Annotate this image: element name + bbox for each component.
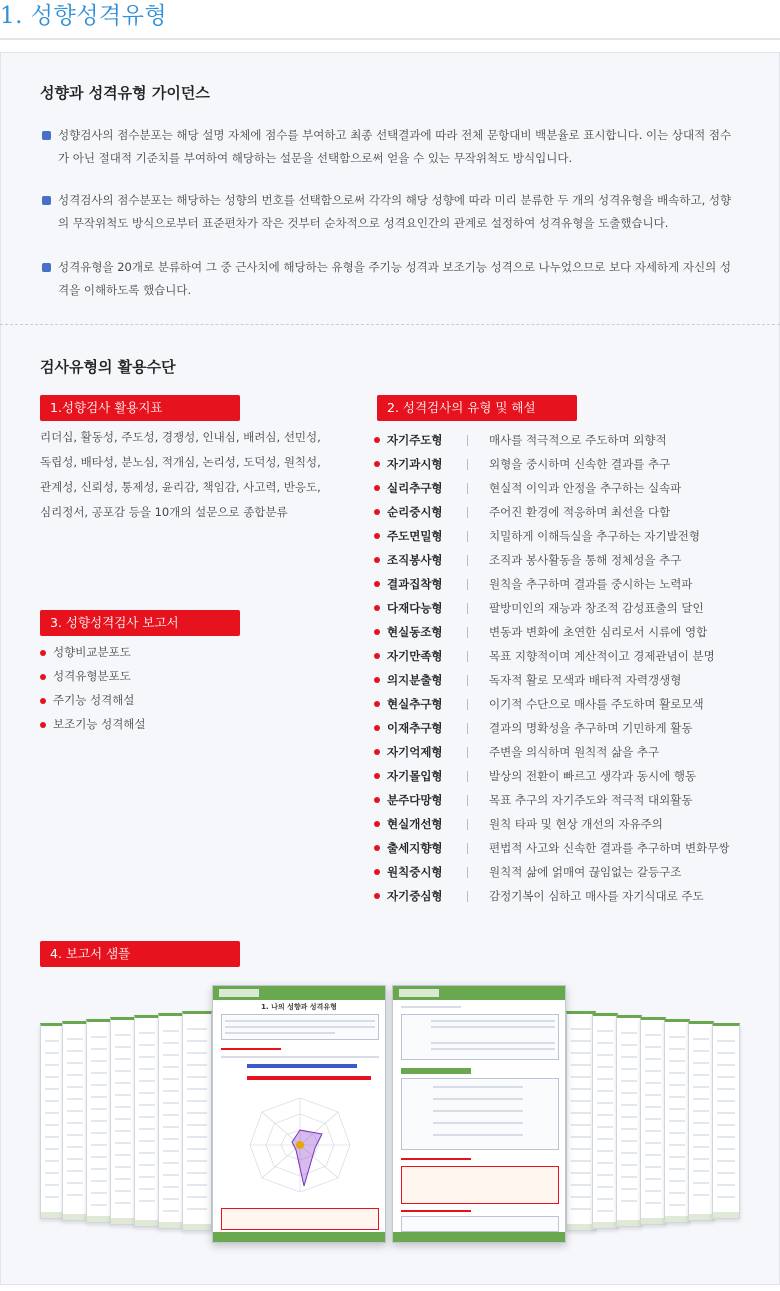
type-description: 독자적 활로 모색과 배타적 자력갱생형 — [489, 673, 682, 687]
type-item — [374, 452, 774, 476]
type-name: 다재다능형 — [387, 601, 443, 615]
type-item — [374, 572, 774, 596]
type-item — [374, 644, 774, 668]
type-description: 주어진 환경에 적응하며 최선을 다함 — [489, 505, 671, 519]
type-description: 팔방미인의 재능과 창조적 감성표출의 달인 — [489, 601, 704, 615]
type-item — [374, 500, 774, 524]
usage-title: 검사유형의 활용수단 — [40, 358, 176, 376]
bullet-dot-icon — [374, 605, 380, 611]
bullet-dot-icon — [374, 557, 380, 563]
guide-item — [42, 124, 742, 170]
sample-heading: 4. 보고서 샘플 — [40, 941, 240, 967]
type-name: 의지분출형 — [387, 673, 443, 687]
type-description: 이기적 수단으로 매사를 주도하며 활로모색 — [489, 697, 704, 711]
separator — [467, 891, 468, 902]
type-description: 원칙 타파 및 현상 개선의 자유주의 — [489, 817, 663, 831]
type-item — [374, 428, 774, 452]
sample-page-thumbnail — [134, 1015, 160, 1227]
separator — [467, 723, 468, 734]
type-item — [374, 668, 774, 692]
type-description: 목표 추구의 자기주도와 적극적 대외활동 — [489, 793, 693, 807]
report-item-label: 성격유형분포도 — [53, 669, 131, 683]
report-sample-gallery — [40, 985, 740, 1245]
doc-footer-bar — [393, 1232, 565, 1242]
bullet-dot-icon — [374, 677, 380, 683]
bullet-dot-icon — [374, 869, 380, 875]
doc-result-box — [221, 1208, 379, 1230]
type-name: 자기중심형 — [387, 889, 443, 903]
doc-footer-bar — [213, 1232, 385, 1242]
type-name: 현실개선형 — [387, 817, 443, 831]
type-item — [374, 692, 774, 716]
report-item — [40, 664, 146, 688]
sample-page-thumbnail — [616, 1015, 642, 1227]
bullet-dot-icon — [40, 650, 46, 656]
type-description: 현실적 이익과 안정을 추구하는 실속파 — [489, 481, 682, 495]
type-description: 원칙적 삶에 얽매여 끊임없는 갈등구조 — [489, 865, 682, 879]
separator — [467, 603, 468, 614]
separator — [467, 675, 468, 686]
type-name: 자기억제형 — [387, 745, 443, 759]
type-item — [374, 716, 774, 740]
square-bullet-icon — [42, 131, 51, 140]
bullet-dot-icon — [374, 725, 380, 731]
section-divider — [0, 324, 780, 325]
doc-radar-chart — [240, 1090, 360, 1200]
types-list — [374, 428, 774, 908]
type-item — [374, 740, 774, 764]
report-item — [40, 640, 146, 664]
doc-bar-outer — [247, 1076, 371, 1080]
type-item — [374, 620, 774, 644]
type-description: 치밀하게 이해득실을 추구하는 자기발전형 — [489, 529, 700, 543]
bullet-dot-icon — [374, 437, 380, 443]
sample-page-thumbnail — [40, 1023, 64, 1219]
sample-page-thumbnail — [86, 1019, 112, 1223]
bullet-dot-icon — [374, 773, 380, 779]
report-item — [40, 688, 146, 712]
type-name: 현실추구형 — [387, 697, 443, 711]
separator — [467, 867, 468, 878]
type-item — [374, 836, 774, 860]
separator — [467, 843, 468, 854]
bullet-dot-icon — [40, 674, 46, 680]
sample-page-thumbnail — [158, 1013, 184, 1229]
type-item — [374, 476, 774, 500]
type-description: 주변을 의식하며 원칙적 삶을 추구 — [489, 745, 660, 759]
doc-header-bar — [393, 986, 565, 1000]
square-bullet-icon — [42, 196, 51, 205]
sample-page-thumbnail — [640, 1017, 666, 1225]
separator — [467, 483, 468, 494]
bullet-dot-icon — [40, 698, 46, 704]
report-list — [40, 640, 146, 736]
type-description: 원칙을 추구하며 결과를 중시하는 노력파 — [489, 577, 693, 591]
type-item — [374, 884, 774, 908]
square-bullet-icon — [42, 263, 51, 272]
bullet-dot-icon — [374, 821, 380, 827]
indicator-heading: 1.성향검사 활용지표 — [40, 395, 240, 421]
type-name: 현실동조형 — [387, 625, 443, 639]
indicator-text: 리더십, 활동성, 주도성, 경쟁성, 인내심, 배려심, 선민성, 독립성, 배타성, 분노심, 적개심, 논리성, 도덕성, 원칙성, 관계성, 신뢰성, 통제성, 윤리감, 책임감, 사고력, 반응도, 심리정서, 공포감 등을 10개의 설문으로 종합분류 — [40, 430, 321, 519]
type-description: 목표 지향적이며 계산적이고 경제관념이 분명 — [489, 649, 715, 663]
guide-title: 성향과 성격유형 가이던스 — [40, 84, 210, 102]
separator — [467, 795, 468, 806]
guide-item — [42, 256, 742, 302]
type-name: 주도면밀형 — [387, 529, 443, 543]
separator — [467, 555, 468, 566]
type-description: 매사를 적극적으로 주도하며 외향적 — [489, 433, 667, 447]
type-name: 이재추구형 — [387, 721, 443, 735]
type-name: 자기만족형 — [387, 649, 443, 663]
type-description: 감정기복이 심하고 매사를 자기식대로 주도 — [489, 889, 704, 903]
separator — [467, 459, 468, 470]
type-name: 결과집착형 — [387, 577, 443, 591]
guide-item-text: 성격유형을 20개로 분류하여 그 중 근사치에 해당하는 유형을 주기능 성격과 보조기능 성격으로 나누었으므로 보다 자세하게 자신의 성격을 이해하도록 했습니다. — [58, 260, 732, 297]
type-name: 출세지향형 — [387, 841, 443, 855]
sample-report-page-left — [212, 985, 386, 1243]
doc-header-bar — [213, 986, 385, 1000]
doc-bar-inner — [247, 1064, 357, 1068]
type-name: 자기몰입형 — [387, 769, 443, 783]
type-description: 발상의 전환이 빠르고 생각과 동시에 행동 — [489, 769, 697, 783]
doc-type-table — [401, 1078, 559, 1150]
bullet-dot-icon — [374, 797, 380, 803]
type-description: 변동과 변화에 초연한 심리로서 시류에 영합 — [489, 625, 708, 639]
page-title: 1. 성향성격유형 — [0, 3, 168, 29]
bullet-dot-icon — [374, 509, 380, 515]
type-name: 자기주도형 — [387, 433, 443, 447]
doc-logo — [219, 989, 259, 997]
doc-sub-function-box — [401, 1216, 559, 1232]
type-description: 결과의 명확성을 추구하며 기민하게 활동 — [489, 721, 693, 735]
separator — [467, 651, 468, 662]
sample-report-page-right — [392, 985, 566, 1243]
type-item — [374, 764, 774, 788]
doc-section-head — [401, 1068, 471, 1074]
bullet-dot-icon — [374, 533, 380, 539]
type-item — [374, 596, 774, 620]
doc-logo — [399, 989, 439, 997]
bullet-dot-icon — [374, 749, 380, 755]
report-item-label: 성향비교분포도 — [53, 645, 131, 659]
type-description: 편법적 사고와 신속한 결과를 추구하며 변화무쌍 — [489, 841, 730, 855]
type-name: 원칙중시형 — [387, 865, 443, 879]
report-heading: 3. 성향성격검사 보고서 — [40, 610, 240, 636]
type-name: 조직봉사형 — [387, 553, 443, 567]
type-description: 외형을 중시하며 신속한 결과를 추구 — [489, 457, 671, 471]
doc-title: 1. 나의 성향과 성격유형 — [261, 1003, 337, 1011]
type-description: 조직과 봉사활동을 통해 정체성을 추구 — [489, 553, 682, 567]
sample-page-thumbnail — [712, 1023, 740, 1219]
sample-page-thumbnail — [664, 1019, 690, 1223]
separator — [467, 627, 468, 638]
bullet-dot-icon — [374, 461, 380, 467]
types-heading: 2. 성격검사의 유형 및 해설 — [377, 395, 577, 421]
report-item-label: 보조기능 성격해설 — [53, 717, 146, 731]
sample-page-thumbnail — [688, 1021, 714, 1221]
sample-page-thumbnail — [62, 1021, 88, 1221]
separator — [467, 579, 468, 590]
type-name: 순리중시형 — [387, 505, 443, 519]
type-item — [374, 548, 774, 572]
bullet-dot-icon — [374, 701, 380, 707]
sample-page-thumbnail — [182, 1011, 212, 1231]
separator — [467, 435, 468, 446]
bullet-dot-icon — [374, 629, 380, 635]
type-name: 실리추구형 — [387, 481, 443, 495]
separator — [467, 819, 468, 830]
bullet-dot-icon — [40, 722, 46, 728]
type-item — [374, 812, 774, 836]
guide-item — [42, 189, 742, 235]
separator — [467, 507, 468, 518]
doc-main-function-box — [401, 1166, 559, 1204]
separator — [467, 771, 468, 782]
separator — [467, 531, 468, 542]
type-item — [374, 860, 774, 884]
sample-page-thumbnail — [592, 1013, 618, 1229]
bullet-dot-icon — [374, 845, 380, 851]
type-name: 분주다망형 — [387, 793, 443, 807]
guide-item-text: 성격검사의 점수분포는 해당하는 성향의 번호를 선택함으로써 각각의 해당 성향에 따라 미리 분류한 두 개의 성격유형을 배속하고, 성향의 무작위척도 방식으로부터 표준편차가 작은 것부터 순차적으로 성격요인간의 관계로 설정하여 성격유형을 도출했습니다. — [58, 193, 732, 230]
separator — [467, 747, 468, 758]
separator — [467, 699, 468, 710]
bullet-dot-icon — [374, 653, 380, 659]
bullet-dot-icon — [374, 893, 380, 899]
guide-item-text: 성향검사의 점수분포는 해당 설명 자체에 점수를 부여하고 최종 선택결과에 따라 전체 문항대비 백분율로 표시합니다. 이는 상대적 점수가 아닌 절대적 기준치를 부여하여 해당하는 설문을 선택함으로써 얻을 수 있는 무작위척도 방식입니다. — [58, 128, 732, 165]
sample-page-thumbnail — [110, 1017, 136, 1225]
bullet-dot-icon — [374, 581, 380, 587]
bullet-dot-icon — [374, 485, 380, 491]
report-item — [40, 712, 146, 736]
type-item — [374, 524, 774, 548]
title-divider — [0, 38, 780, 40]
type-name: 자기과시형 — [387, 457, 443, 471]
type-item — [374, 788, 774, 812]
report-item-label: 주기능 성격해설 — [53, 693, 135, 707]
